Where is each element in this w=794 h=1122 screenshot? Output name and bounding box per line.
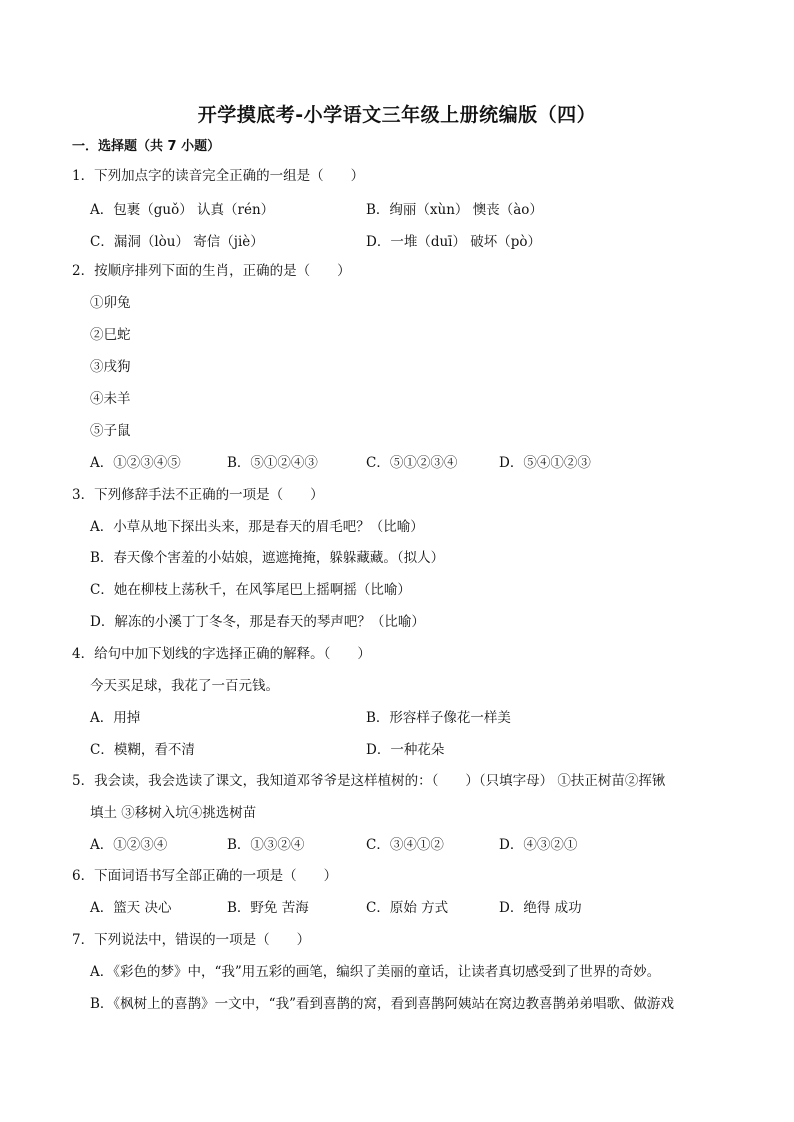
question-3-option-a: A．小草从地下探出头来，那是春天的眉毛吧？（比喻） xyxy=(90,519,424,535)
question-2-item: ①卯兔 xyxy=(90,295,131,311)
question-3-option-d: D．解冻的小溪丁丁冬冬，那是春天的琴声吧？（比喻） xyxy=(90,614,425,630)
question-6-option-a: A．篮天 决心 xyxy=(90,900,172,916)
question-7-stem: 7．下列说法中，错误的一项是（ ） xyxy=(72,932,311,948)
question-2-option-d: D．⑤④①②③ xyxy=(499,455,591,471)
question-5-stem-continued: 填土 ③移树入坑④挑选树苗 xyxy=(90,805,257,821)
question-7-option-b: B．《枫树上的喜鹊》一文中，“我”看到喜鹊的窝，看到喜鹊阿姨站在窝边教喜鹊弟弟唱歌、做游戏 xyxy=(90,996,674,1012)
question-2-item: ⑤子鼠 xyxy=(90,423,131,439)
question-2-option-b: B．⑤①②④③ xyxy=(227,455,318,471)
question-3-stem: 3．下列修辞手法不正确的一项是（ ） xyxy=(72,487,324,503)
question-2-item: ③戌狗 xyxy=(90,359,131,375)
question-2-option-a: A．①②③④⑤ xyxy=(90,455,181,471)
question-2-option-c: C．⑤①②③④ xyxy=(366,455,458,471)
question-4-option-d: D．一种花朵 xyxy=(366,742,445,758)
question-3-option-b: B．春天像个害羞的小姑娘，遮遮掩掩，躲躲藏藏。（拟人） xyxy=(90,550,445,566)
question-1-option-d: D．一堆（duī） 破坏（pò） xyxy=(366,234,542,250)
question-1-stem: 1．下列加点字的读音完全正确的一组是（ ） xyxy=(72,168,365,184)
question-6-option-b: B．野免 苦海 xyxy=(227,900,309,916)
question-6-stem: 6．下面词语书写全部正确的一项是（ ） xyxy=(72,868,338,884)
question-7-option-a: A．《彩色的梦》中，“我”用五彩的画笔，编织了美丽的童话，让读者真切感受到了世界的奇妙。 xyxy=(90,964,661,980)
question-2-item: ④未羊 xyxy=(90,391,131,407)
page-title: 开学摸底考-小学语文三年级上册统编版（四） xyxy=(197,104,597,126)
question-2-stem: 2．按顺序排列下面的生肖，正确的是（ ） xyxy=(72,263,351,279)
section-heading: 一．选择题（共 7 小题） xyxy=(72,139,221,154)
question-4-option-c: C．模糊，看不清 xyxy=(90,742,195,758)
question-6-option-d: D．绝得 成功 xyxy=(499,900,582,916)
question-5-option-c: C．③④①② xyxy=(366,837,444,853)
question-1-option-c: C．漏洞（lòu） 寄信（jiè） xyxy=(90,234,264,250)
question-4-sentence: 今天买足球，我花了一百元钱。 xyxy=(90,678,279,694)
question-4-option-b: B．形容样子像花一样美 xyxy=(366,710,511,726)
question-5-option-a: A．①②③④ xyxy=(90,837,168,853)
question-1-option-b: B．绚丽（xùn） 懊丧（ào） xyxy=(366,202,543,218)
question-5-option-b: B．①③②④ xyxy=(227,837,305,853)
question-4-option-a: A．用掉 xyxy=(90,710,141,726)
question-6-option-c: C．原始 方式 xyxy=(366,900,449,916)
question-4-stem: 4．给句中加下划线的字选择正确的解释。（ ） xyxy=(72,646,371,662)
question-2-item: ②巳蛇 xyxy=(90,327,131,343)
question-1-option-a: A．包裹（guǒ） 认真（rén） xyxy=(90,202,275,218)
question-5-option-d: D．④③②① xyxy=(499,837,578,853)
question-5-stem: 5．我会读，我会选读了课文，我知道邓爷爷是这样植树的：（ ）（只填字母） ①扶正树苗②挥锹 xyxy=(72,773,666,789)
question-3-option-c: C．她在柳枝上荡秋千，在风筝尾巴上摇啊摇（比喻） xyxy=(90,582,411,598)
